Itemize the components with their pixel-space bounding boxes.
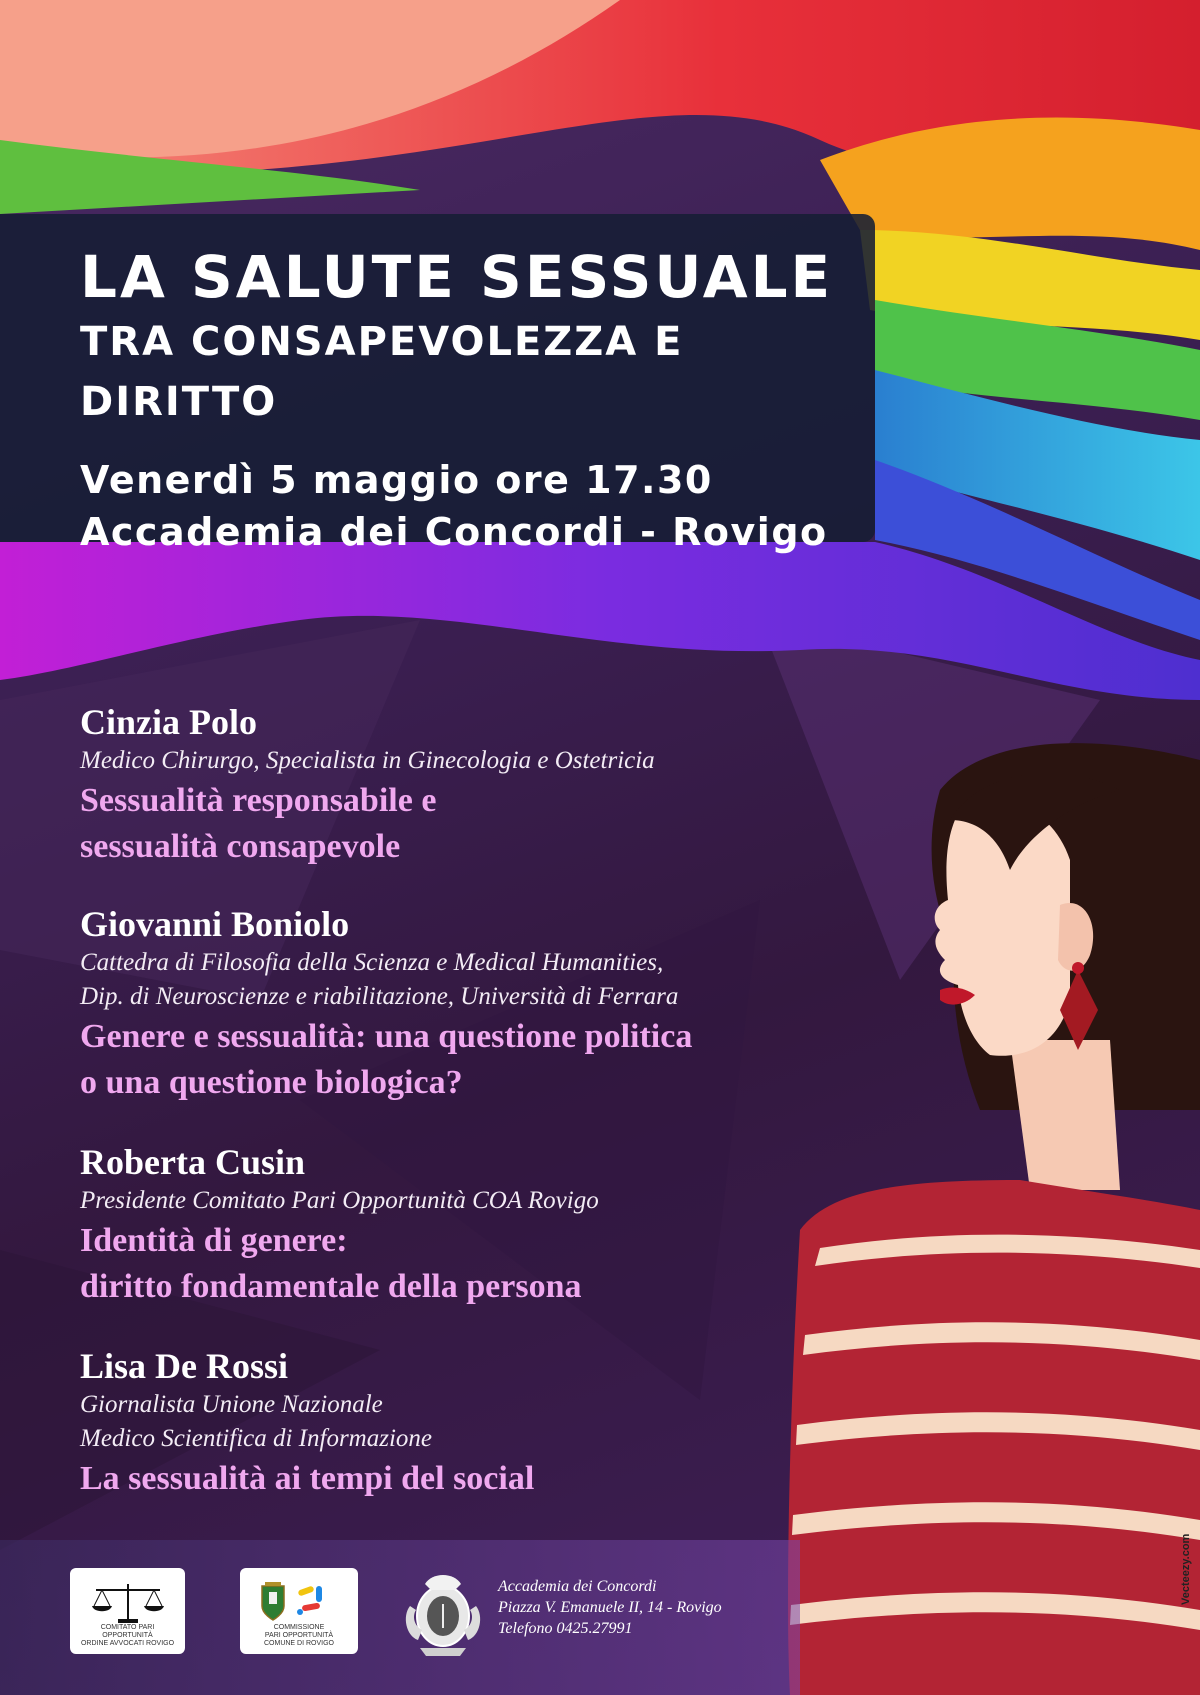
event-venue: Accademia dei Concordi - Rovigo <box>80 510 828 554</box>
talk-title: Genere e sessualità: una questione politica <box>80 1018 693 1055</box>
talk-title: diritto fondamentale della persona <box>80 1268 582 1305</box>
speaker-role: Medico Scientifica di Informazione <box>80 1425 433 1452</box>
comitato-pari-opportunita-logo <box>70 1568 185 1654</box>
accademia-crest-icon <box>400 1566 486 1658</box>
talk-title: La sessualità ai tempi del social <box>80 1460 535 1497</box>
speaker-name: Cinzia Polo <box>80 702 257 742</box>
speaker-entry <box>80 902 900 1106</box>
speaker-role: Presidente Comitato Pari Opportunità COA Rovigo <box>80 1187 599 1214</box>
speaker-role: Cattedra di Filosofia della Scienza e Medical Humanities, <box>80 949 664 976</box>
image-credit: Vecteezy.com <box>1180 1533 1192 1605</box>
title-panel <box>0 214 875 554</box>
speaker-role: Dip. di Neuroscienze e riabilitazione, Università di Ferrara <box>80 983 679 1010</box>
venue-phone: Telefono 0425.27991 <box>498 1620 633 1637</box>
talk-title: o una questione biologica? <box>80 1064 463 1101</box>
speakers-list <box>80 700 900 1534</box>
logo-caption: COMMISSIONE PARI OPPORTUNITÀ COMUNE DI ROVIGO <box>263 1624 334 1647</box>
speaker-role: Medico Chirurgo, Specialista in Ginecologia e Ostetricia <box>80 747 655 774</box>
rovigo-crest-icon <box>254 1580 344 1624</box>
venue-address: Piazza V. Emanuele II, 14 - Rovigo <box>498 1599 722 1616</box>
speaker-name: Lisa De Rossi <box>80 1346 289 1386</box>
event-subtitle: TRA CONSAPEVOLEZZA E DIRITTO <box>80 319 684 425</box>
event-date-time: Venerdì 5 maggio ore 17.30 <box>80 458 713 502</box>
speaker-entry <box>80 1344 900 1502</box>
talk-title: Identità di genere: <box>80 1222 348 1259</box>
venue-info <box>498 1576 722 1639</box>
logo-caption: COMITATO PARI OPPORTUNITÀ ORDINE AVVOCATI ROVIGO <box>80 1624 175 1647</box>
venue-name: Accademia dei Concordi <box>498 1578 657 1595</box>
talk-title: sessualità consapevole <box>80 828 401 865</box>
commissione-pari-opportunita-logo <box>240 1568 358 1654</box>
talk-title: Sessualità responsabile e <box>80 782 437 819</box>
event-title: LA SALUTE SESSUALE <box>80 243 834 311</box>
scales-of-justice-icon <box>88 1580 168 1624</box>
speaker-name: Roberta Cusin <box>80 1142 306 1182</box>
speaker-name: Giovanni Boniolo <box>80 904 350 944</box>
speaker-entry <box>80 1140 900 1310</box>
neck <box>1010 1040 1120 1190</box>
speaker-role: Giornalista Unione Nazionale <box>80 1391 383 1418</box>
speaker-entry <box>80 700 900 870</box>
